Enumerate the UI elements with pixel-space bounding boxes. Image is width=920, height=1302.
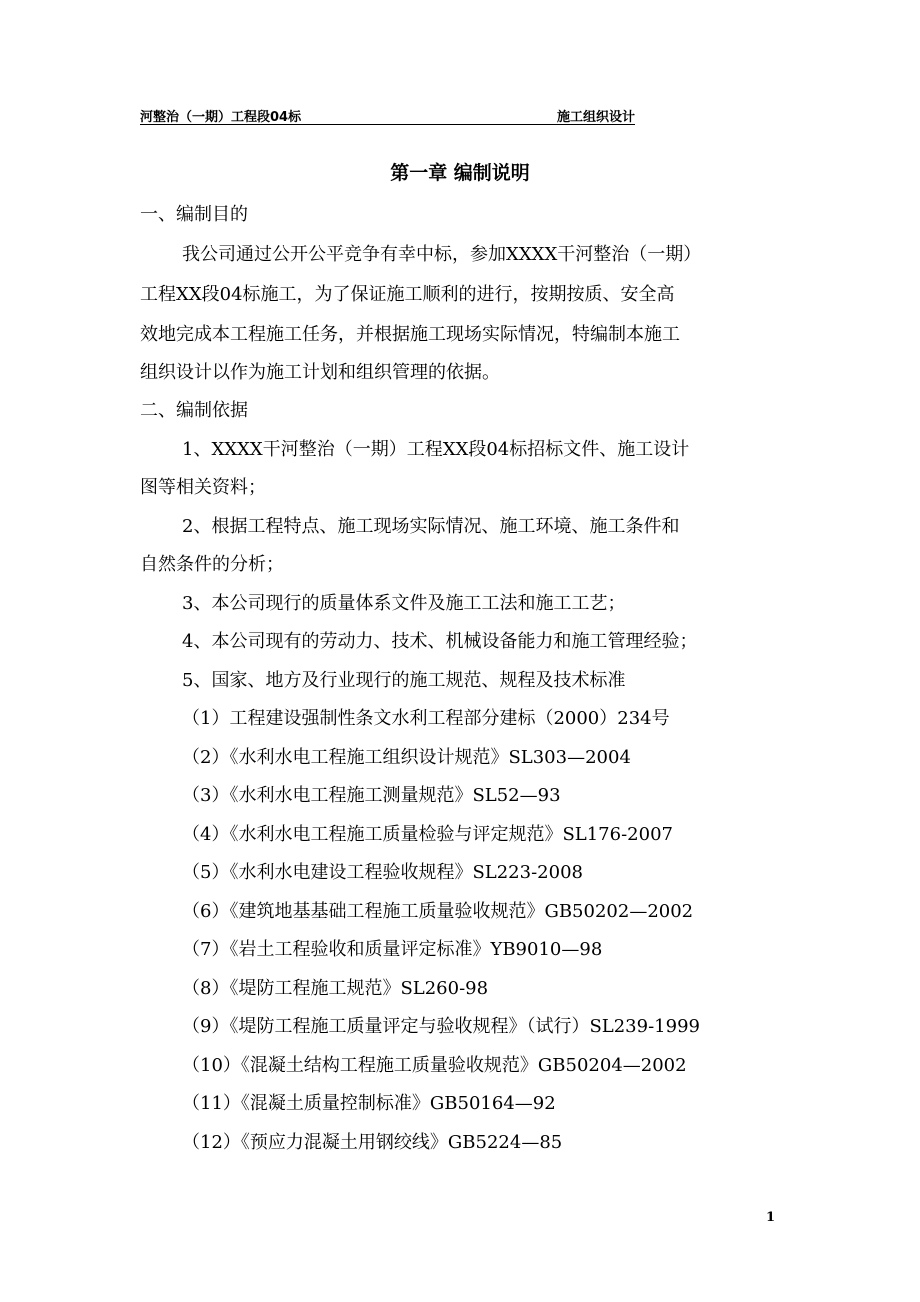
- basis-item-line: 3、本公司现行的质量体系文件及施工工法和施工工艺；: [182, 593, 626, 614]
- header-doc-type: 施工组织设计: [556, 110, 635, 125]
- purpose-paragraph-line: 组织设计以作为施工计划和组织管理的依据。: [140, 362, 500, 383]
- standard-item: （8）《堤防工程施工规范》SL260-98: [182, 978, 489, 999]
- basis-item-line: 5、国家、地方及行业现行的施工规范、规程及技术标准: [182, 670, 626, 691]
- section-heading-basis: 二、编制依据: [140, 400, 248, 421]
- standard-item: （3）《水利水电工程施工测量规范》SL52—93: [182, 785, 561, 806]
- chapter-title: 第一章 编制说明: [390, 162, 530, 184]
- page-header: [140, 104, 635, 125]
- standard-item: （1）工程建设强制性条文水利工程部分建标（2000）234号: [182, 708, 670, 729]
- header-project-title: 河整治（一期）工程段04标: [140, 110, 302, 125]
- standard-item: （11）《混凝土质量控制标准》GB50164—92: [182, 1093, 556, 1114]
- purpose-paragraph-line: 效地完成本工程施工任务，并根据施工现场实际情况，特编制本施工: [140, 324, 680, 345]
- standard-item: （10）《混凝土结构工程施工质量验收规范》GB50204—2002: [182, 1055, 687, 1076]
- standard-item: （5）《水利水电建设工程验收规程》SL223-2008: [182, 862, 583, 883]
- purpose-paragraph-line: 工程XX段04标施工，为了保证施工顺利的进行，按期按质、安全高: [140, 284, 675, 305]
- standard-item: （4）《水利水电工程施工质量检验与评定规范》SL176-2007: [182, 824, 673, 845]
- basis-item-line: 图等相关资料；: [140, 477, 266, 498]
- basis-item-line: 2、根据工程特点、施工现场实际情况、施工环境、施工条件和: [182, 516, 680, 537]
- standard-item: （12）《预应力混凝土用钢绞线》GB5224—85: [182, 1132, 563, 1153]
- standard-item: （2）《水利水电工程施工组织设计规范》SL303—2004: [182, 747, 631, 768]
- purpose-paragraph-line: 我公司通过公开公平竞争有幸中标，参加XXXX干河整治（一期）: [182, 244, 702, 265]
- basis-item-line: 1、XXXX干河整治（一期）工程XX段04标招标文件、施工设计: [182, 439, 690, 460]
- section-heading-purpose: 一、编制目的: [140, 204, 248, 225]
- page-number: 1: [765, 1210, 775, 1225]
- standard-item: （7）《岩土工程验收和质量评定标准》YB9010—98: [182, 939, 603, 960]
- basis-item-line: 4、本公司现有的劳动力、技术、机械设备能力和施工管理经验；: [182, 631, 698, 652]
- standard-item: （6）《建筑地基基础工程施工质量验收规范》GB50202—2002: [182, 901, 694, 922]
- basis-item-line: 自然条件的分析；: [140, 554, 284, 575]
- standard-item: （9）《堤防工程施工质量评定与验收规程》（试行）SL239-1999: [182, 1016, 700, 1037]
